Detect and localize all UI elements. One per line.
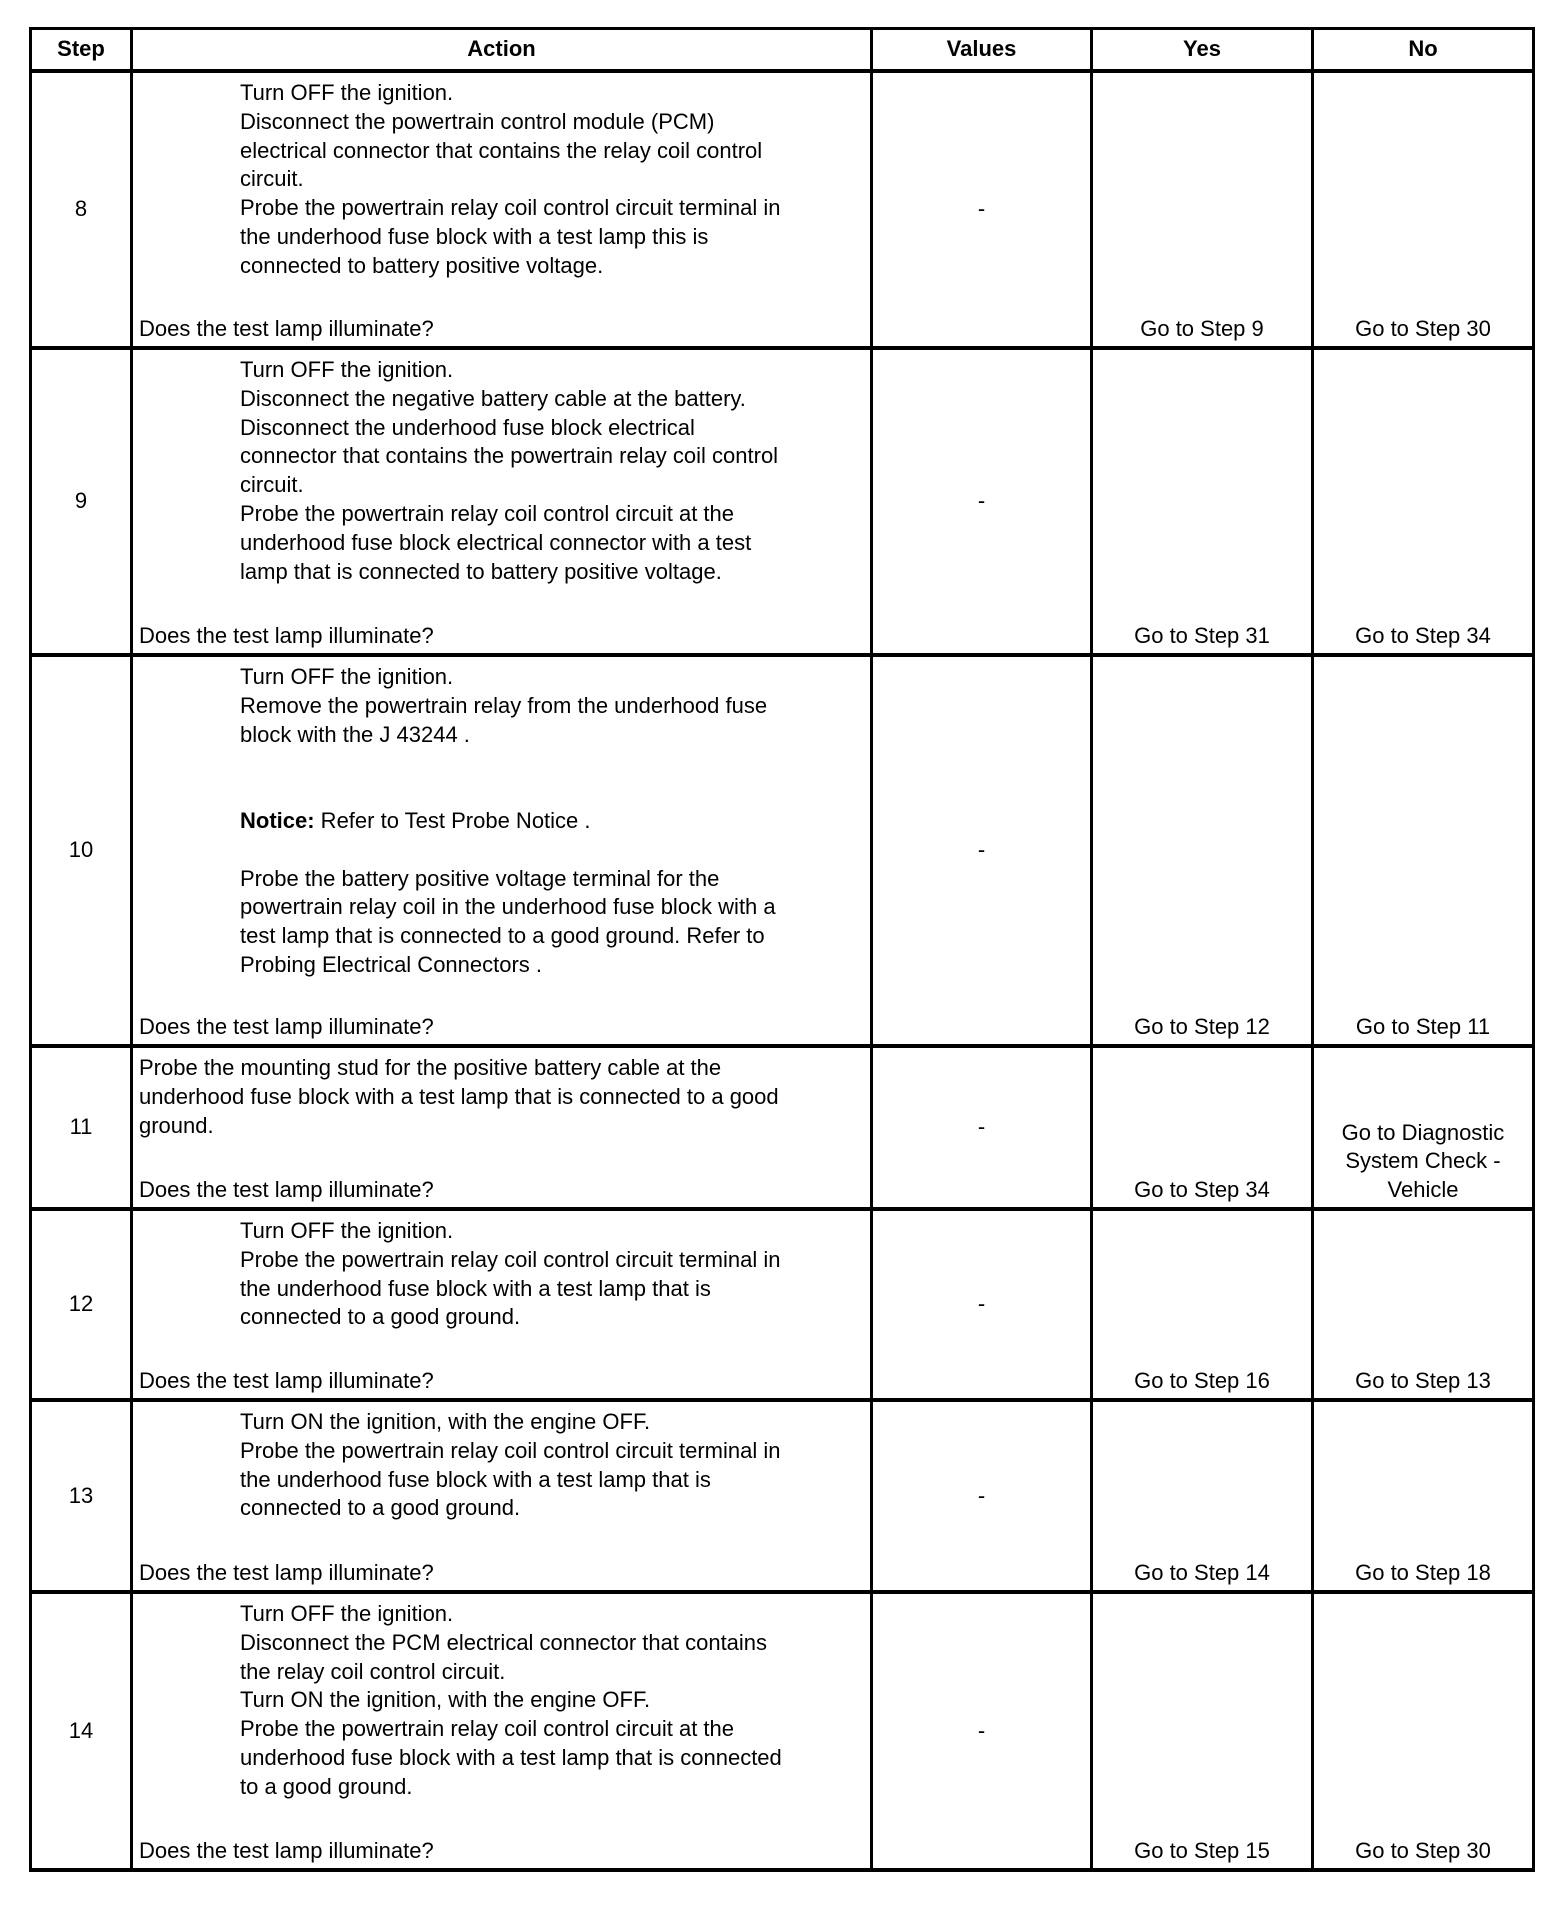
no-result — [1313, 1400, 1534, 1592]
action-cell — [132, 348, 872, 655]
table-row — [31, 71, 1534, 348]
action-cell — [132, 1046, 872, 1209]
action-instructions — [133, 1594, 870, 1802]
value-cell: - — [872, 1046, 1092, 1209]
action-line: Turn ON the ignition, with the engine OFF. — [240, 1409, 651, 1434]
action-line: connected to a good ground. — [240, 1495, 521, 1521]
step-number: 9 — [31, 348, 132, 655]
value-cell: - — [872, 1592, 1092, 1870]
action-instructions — [133, 1211, 870, 1332]
action-line: Probe the mounting stud for the positive battery cable at the — [139, 1055, 722, 1080]
action-question: Does the test lamp illuminate? — [139, 1560, 434, 1586]
action-line — [240, 778, 864, 807]
header-step: Step — [31, 29, 132, 72]
action-line: the relay coil control circuit. — [240, 1658, 506, 1684]
action-line: Probing Electrical Connectors . — [240, 951, 543, 977]
no-result-line: Go to Step 34 — [1355, 623, 1491, 649]
step-number: 11 — [31, 1046, 132, 1209]
table-row — [31, 655, 1534, 1046]
action-line: circuit. — [240, 472, 304, 498]
action-cell — [132, 1592, 872, 1870]
action-question: Does the test lamp illuminate? — [139, 1177, 434, 1203]
action-line: Turn OFF the ignition. — [240, 1601, 454, 1626]
no-result — [1313, 655, 1534, 1046]
action-line: test lamp that is connected to a good ground. Refer to — [240, 923, 765, 949]
header-values: Values — [872, 29, 1092, 72]
yes-result: Go to Step 12 — [1092, 655, 1313, 1046]
step-number: 13 — [31, 1400, 132, 1592]
action-line: Turn OFF the ignition. — [240, 80, 454, 105]
no-result-line: System Check - — [1345, 1148, 1501, 1174]
header-yes: Yes — [1092, 29, 1313, 72]
yes-result: Go to Step 31 — [1092, 348, 1313, 655]
action-line: Turn OFF the ignition. — [240, 357, 454, 382]
no-result-line: Go to Step 18 — [1355, 1560, 1491, 1586]
yes-result: Go to Step 14 — [1092, 1400, 1313, 1592]
action-line: Remove the powertrain relay from the underhood fuse — [240, 692, 768, 718]
notice-label: Notice: — [240, 807, 315, 833]
no-result-line: Vehicle — [1387, 1177, 1459, 1203]
value-cell: - — [872, 71, 1092, 348]
step-number: 14 — [31, 1592, 132, 1870]
table-row — [31, 1592, 1534, 1870]
action-question: Does the test lamp illuminate? — [139, 1368, 434, 1394]
action-question: Does the test lamp illuminate? — [139, 623, 434, 649]
yes-result: Go to Step 34 — [1092, 1046, 1313, 1209]
action-line: Probe the powertrain relay coil control circuit at the — [240, 1716, 735, 1742]
no-result — [1313, 1592, 1534, 1870]
value-cell: - — [872, 1209, 1092, 1400]
no-result-line: Go to Diagnostic — [1341, 1119, 1505, 1145]
action-instructions — [133, 657, 870, 980]
no-result — [1313, 71, 1534, 348]
action-instructions — [133, 1402, 870, 1523]
yes-result: Go to Step 16 — [1092, 1209, 1313, 1400]
action-cell — [132, 71, 872, 348]
action-line: the underhood fuse block with a test lamp that is — [240, 1466, 711, 1492]
action-line: connected to battery positive voltage. — [240, 252, 604, 278]
action-line: circuit. — [240, 166, 304, 192]
no-result — [1313, 1046, 1534, 1209]
notice-text: Refer to Test Probe Notice . — [314, 807, 591, 833]
action-line: Probe the powertrain relay coil control circuit terminal in — [240, 1246, 781, 1272]
action-instructions — [133, 73, 870, 281]
action-instructions — [133, 350, 870, 586]
yes-result: Go to Step 15 — [1092, 1592, 1313, 1870]
action-line: Turn OFF the ignition. — [240, 664, 454, 689]
action-line: to a good ground. — [240, 1773, 413, 1799]
action-line: underhood fuse block with a test lamp that is connected to a good — [139, 1083, 779, 1109]
action-cell — [132, 1400, 872, 1592]
action-line: Probe the battery positive voltage terminal for the — [240, 865, 720, 891]
action-line: underhood fuse block electrical connector with a test — [240, 529, 752, 555]
action-question: Does the test lamp illuminate? — [139, 316, 434, 342]
step-number: 12 — [31, 1209, 132, 1400]
action-line: lamp that is connected to battery positive voltage. — [240, 558, 722, 584]
action-line: electrical connector that contains the relay coil control — [240, 137, 763, 163]
action-line: block with the J 43244 . — [240, 721, 470, 747]
table-row — [31, 1046, 1534, 1209]
no-result — [1313, 1209, 1534, 1400]
value-cell: - — [872, 348, 1092, 655]
diagnostic-table — [29, 27, 1535, 1872]
no-result — [1313, 348, 1534, 655]
no-result-line: Go to Step 11 — [1355, 1014, 1491, 1040]
no-result-line: Go to Step 30 — [1355, 1838, 1491, 1864]
action-question: Does the test lamp illuminate? — [139, 1014, 434, 1040]
action-line — [240, 836, 864, 865]
table-row — [31, 1209, 1534, 1400]
yes-result: Go to Step 9 — [1092, 71, 1313, 348]
action-cell — [132, 655, 872, 1046]
action-line: Disconnect the negative battery cable at the battery. — [240, 385, 746, 411]
table-row — [31, 348, 1534, 655]
action-line: Disconnect the PCM electrical connector that contains — [240, 1629, 768, 1655]
header-no: No — [1313, 29, 1534, 72]
action-line: Probe the powertrain relay coil control circuit terminal in — [240, 1437, 781, 1463]
action-line: Turn OFF the ignition. — [240, 1218, 454, 1243]
action-instructions — [133, 1048, 870, 1140]
header-action: Action — [132, 29, 872, 72]
action-line: Disconnect the powertrain control module (PCM) — [240, 108, 715, 134]
value-cell: - — [872, 1400, 1092, 1592]
action-line — [240, 807, 864, 836]
header-row — [31, 29, 1534, 72]
value-cell: - — [872, 655, 1092, 1046]
action-line: the underhood fuse block with a test lamp this is — [240, 223, 709, 249]
no-result-line: Go to Step 30 — [1355, 316, 1491, 342]
action-line: underhood fuse block with a test lamp that is connected — [240, 1744, 782, 1770]
table-row — [31, 1400, 1534, 1592]
table-body — [31, 71, 1534, 1870]
action-line: connector that contains the powertrain relay coil control — [240, 443, 779, 469]
action-line: Probe the powertrain relay coil control circuit at the — [240, 500, 735, 526]
action-line: Probe the powertrain relay coil control circuit terminal in — [240, 195, 781, 221]
action-line: Turn ON the ignition, with the engine OFF. — [240, 1687, 651, 1713]
action-line: the underhood fuse block with a test lamp that is — [240, 1275, 711, 1301]
action-line — [240, 749, 864, 778]
step-number: 8 — [31, 71, 132, 348]
action-question: Does the test lamp illuminate? — [139, 1838, 434, 1864]
action-cell — [132, 1209, 872, 1400]
action-line: connected to a good ground. — [240, 1304, 521, 1330]
action-line: ground. — [139, 1112, 214, 1138]
step-number: 10 — [31, 655, 132, 1046]
action-line: powertrain relay coil in the underhood fuse block with a — [240, 894, 776, 920]
action-line: Disconnect the underhood fuse block electrical — [240, 414, 695, 440]
no-result-line: Go to Step 13 — [1355, 1368, 1491, 1394]
